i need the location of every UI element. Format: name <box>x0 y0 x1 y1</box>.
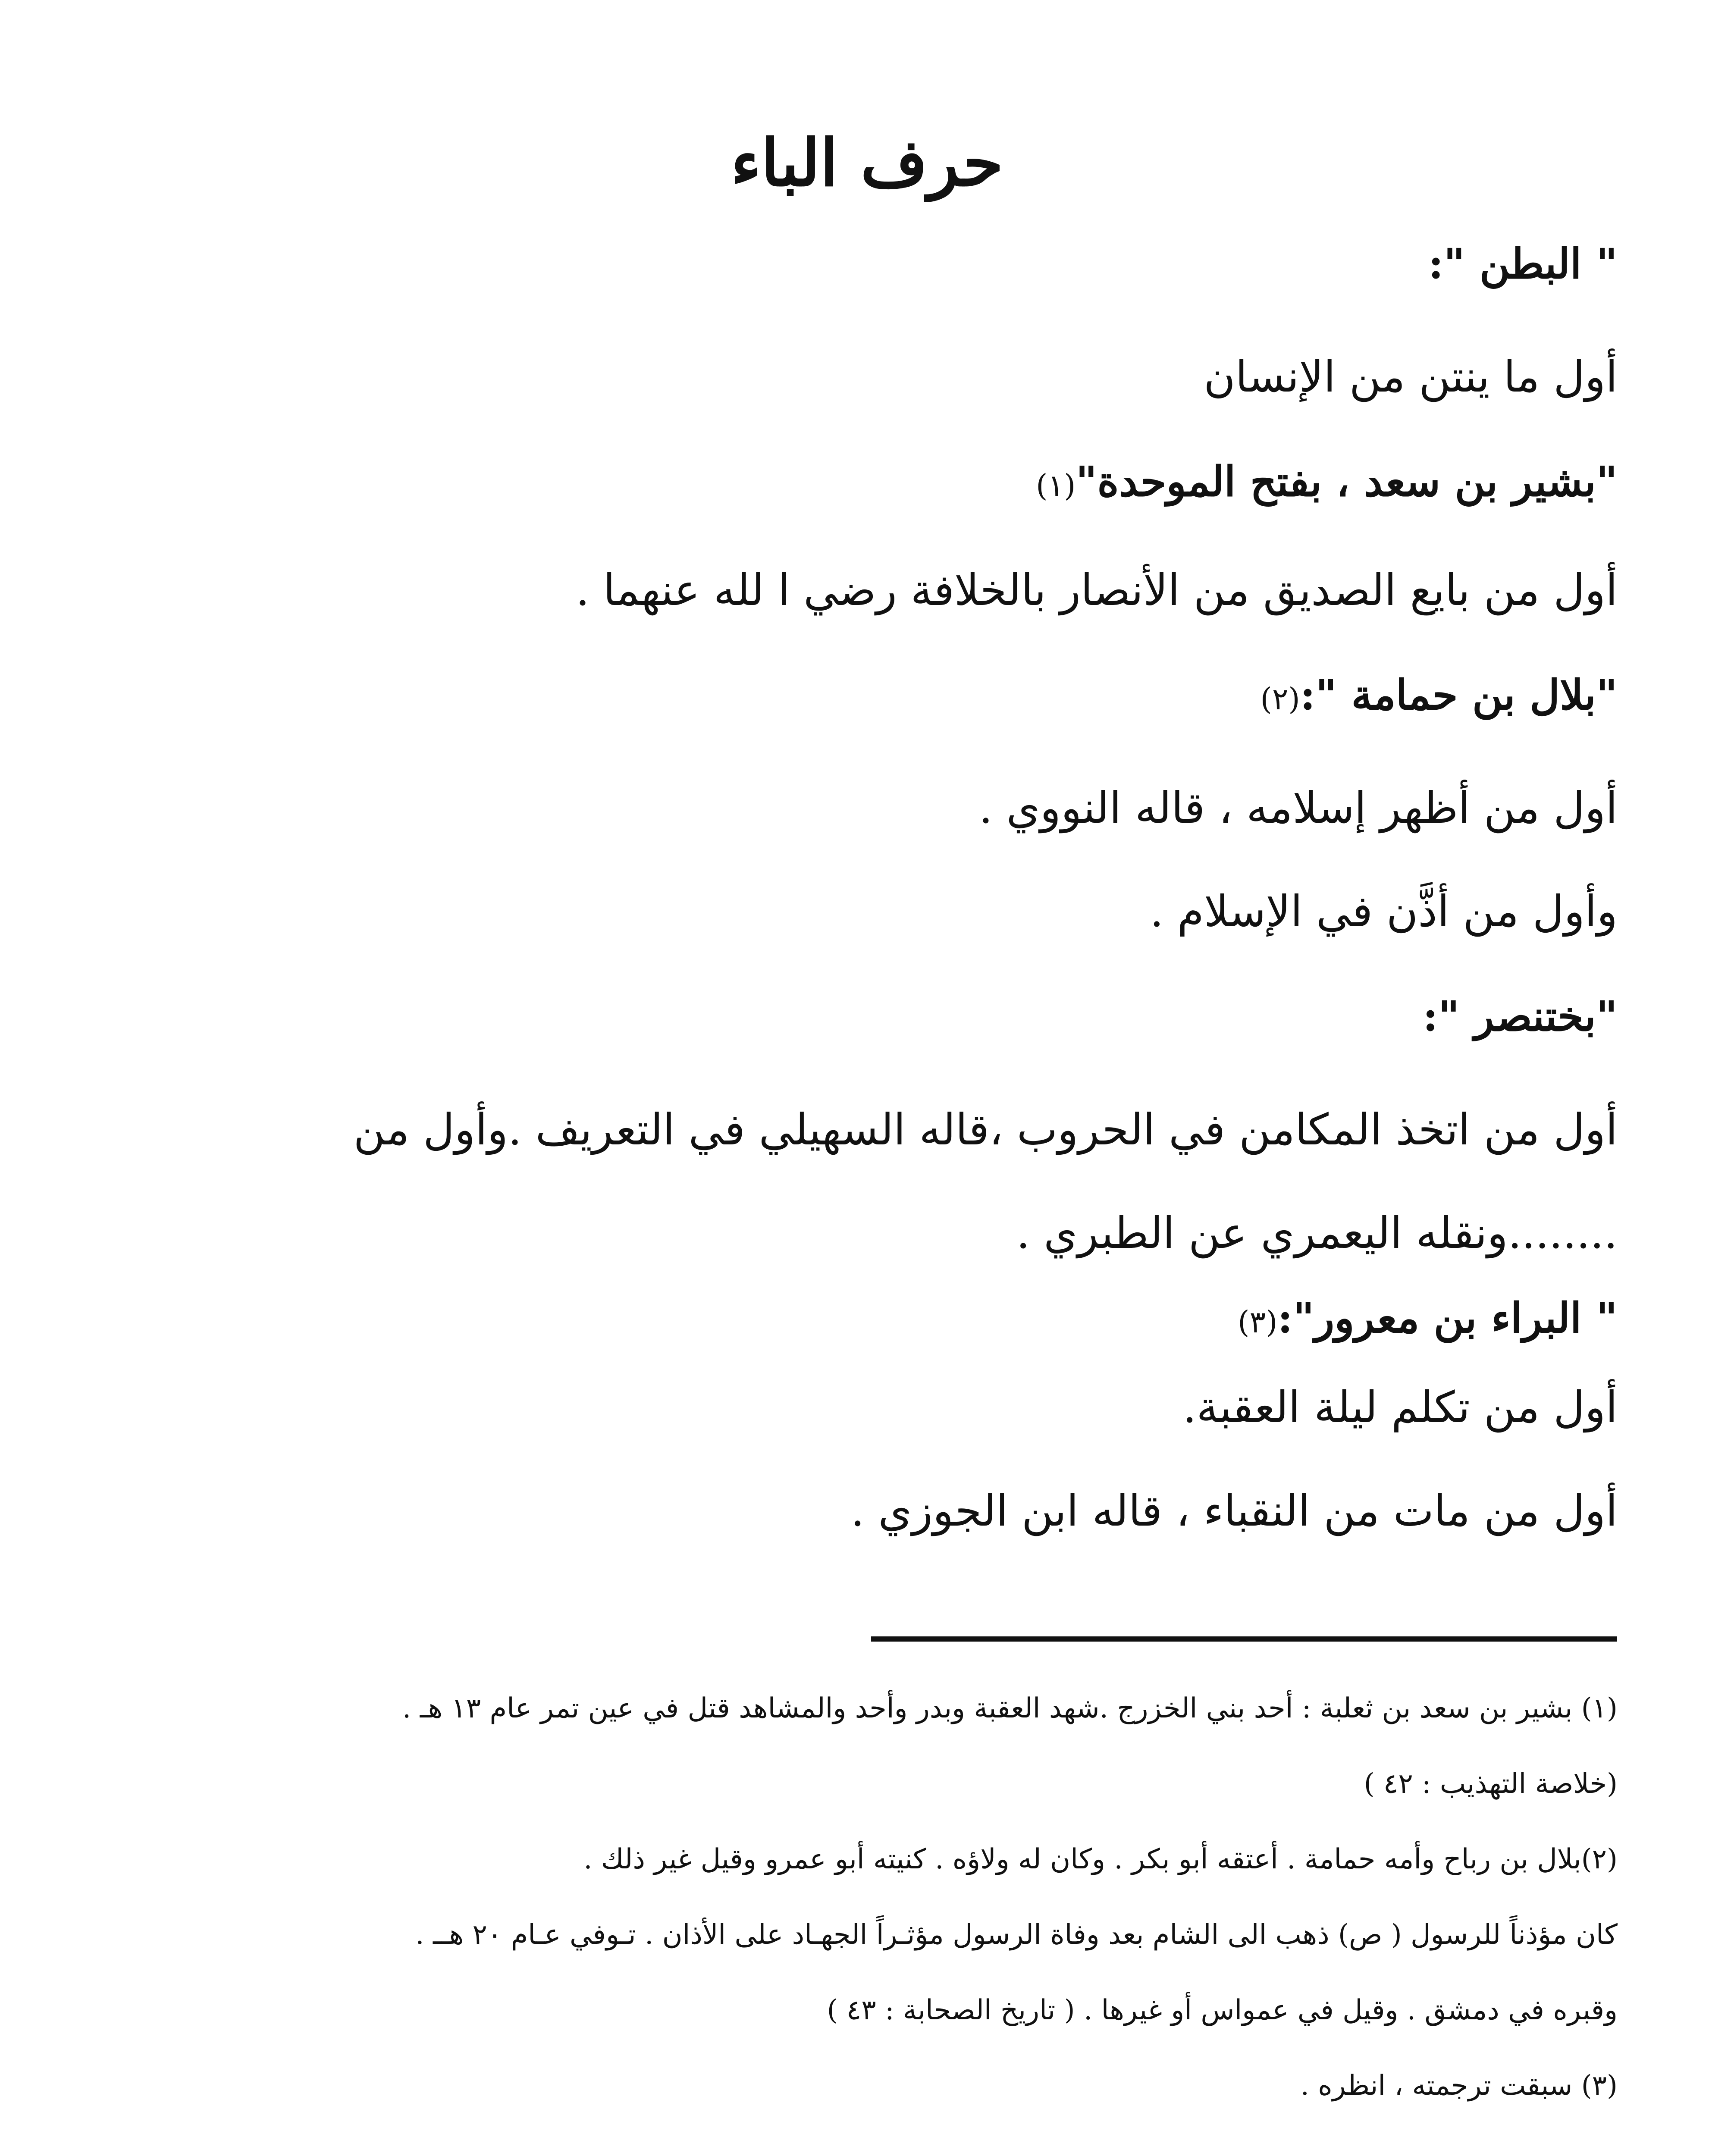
footnote-ref: (١) <box>1036 468 1076 503</box>
entry-text-line: أول ما ينتن من الإنسان <box>1204 351 1618 402</box>
footnote-line: وقبره في دمشق . وقيل في عمواس أو غيرها . ( تاريخ الصحابة : ٤٣ ) <box>827 1994 1618 2026</box>
entry-text-line: أول من أظهر إسلامه ، قاله النووي . <box>978 783 1618 833</box>
footnote-separator <box>871 1636 1617 1642</box>
footnote-ref: (٢) <box>1260 681 1300 717</box>
entry-heading <box>194 1294 1618 1342</box>
entry-heading <box>194 671 1618 719</box>
footnote-line: (١) بشير بن سعد بن ثعلبة : أحد بني الخزرج .شهد العقبة وبدر وأحد والمشاهد قتل في عين تمر عام ١٣ هـ . <box>402 1692 1618 1724</box>
entry-heading-text: "بختنصر ": <box>1423 992 1618 1040</box>
entry-heading-text: " البراء بن معرور": <box>1277 1294 1618 1342</box>
entry-text-line: أول من مات من النقباء ، قاله ابن الجوزي . <box>850 1485 1618 1536</box>
entry-heading <box>194 239 1618 288</box>
entry-heading-text: " البطن ": <box>1428 239 1618 288</box>
footnote-ref: (٣) <box>1238 1304 1278 1340</box>
footnote-line: (٣) سبقت ترجمته ، انظره . <box>1300 2070 1618 2102</box>
entry-text-line: وأول من أذَّن في الإسلام . <box>1150 886 1618 937</box>
entry-heading-text: "بلال بن حمامة ": <box>1300 671 1618 719</box>
entry-text-line: أول من تكلم ليلة العقبة. <box>1182 1382 1618 1432</box>
entry-heading-text: "بشير بن سعد ، بفتح الموحدة" <box>1076 457 1618 506</box>
footnote-line: كان مؤذناً للرسول ( ص) ذهب الى الشام بعد وفاة الرسول مؤثـراً الجهـاد على الأذان . تـوفي عـام ٢٠ هــ . <box>415 1919 1618 1951</box>
entry-heading <box>194 992 1618 1040</box>
entry-heading <box>194 457 1618 506</box>
entry-text-paragraph: أول من اتخذ المكامن في الحروب ،قاله السهيلي في التعريف .وأول من ........ونقله اليعمري عن الطبري . <box>353 1104 1618 1258</box>
entry-text-line: أول من بايع الصديق من الأنصار بالخلافة رضي ا لله عنهما . <box>576 565 1618 615</box>
footnote-line: (٢)بلال بن رباح وأمه حمامة . أعتقه أبو بكر . وكان له ولاؤه . كنيته أبو عمرو وقيل غير ذلك . <box>583 1843 1618 1875</box>
footnote-line: (خلاصة التهذيب : ٤٢ ) <box>1364 1768 1618 1800</box>
page-title: حرف الباء <box>731 125 1003 201</box>
